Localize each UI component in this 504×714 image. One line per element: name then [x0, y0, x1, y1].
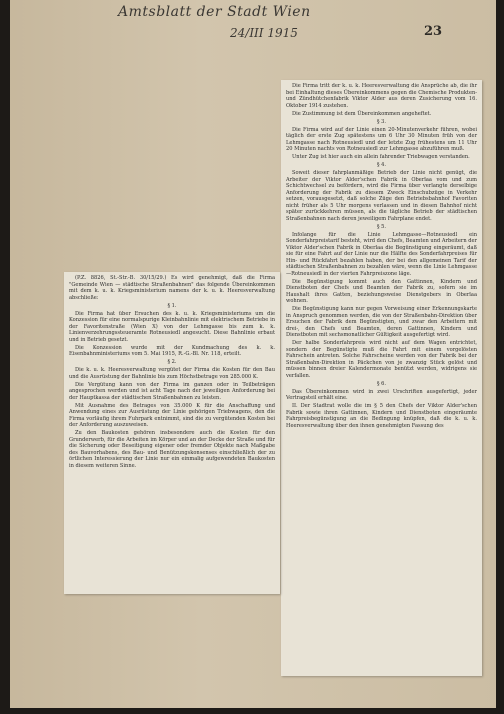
- newspaper-clipping-right: [281, 80, 482, 676]
- paragraph: Unter Zug ist hier auch ein allein fahrender Triebwagen verstanden.: [292, 154, 470, 160]
- paragraph: Die Firma wird auf der Linie einen 20-Minutenverkehr führen, wobei täglich der erste Zug spätestens um 6 Uhr 30 Minuten früh von der Lehmgasse nach Rotneusiedl und der letzte Zug frühestens um 11 Uhr 20 Minuten nachts von Rotneusiedl zur Lehmgasse abzuführen muß.: [286, 126, 477, 152]
- paragraph: Die Vergütung kann von der Firma im ganzen oder in Teilbeträgen angesprochen werden und ist acht Tage nach der jeweiligen Anforderung bei der Hauptkassa der städtischen Straßenbahnen zu leisten.: [69, 381, 275, 401]
- section-heading: § 2.: [167, 359, 177, 365]
- paragraph: Die Begünstigung kommt auch den Gattinnen, Kindern und Dienstboten der Chefs und Beamten der Fabrik zu, sofern sie im Haushalt ihres Gatten, beziehungsweise Dienstgebers in Oberlaa wohnen.: [286, 278, 477, 304]
- paragraph: Die Firma tritt der k. u. k. Heeresverwaltung die Ansprüche ab, die ihr bei Einhaltung dieses Übereinkommens gegen die Chemische Produkten- und Zündhütchenfabrik Viktor Alder aus deren Zusicherung vom 16. Oktober 1914 zustehen.: [286, 83, 477, 109]
- paragraph: Infolange für die Linie Lehmgasse—Rotneusiedl ein Sonderfahrpreistarif besteht, wird den Chefs, Beamten und Arbeitern der Viktor Alder'schen Fabrik in Oberlaa die Begünstigung eingeräumt, daß sie für eine Fahrt auf der Linie nur die Hälfte des Sonderfahrpreises für Hin- und Rückfahrt bezahlen haben, der bei den allgemeinen Tarif der städtischen Straßenbahnen zu bezahlen wäre, wenn die Linie Lehmgasse—Rotneusiedl in der vierten Fahrpreiszone läge.: [286, 231, 477, 277]
- paragraph: Das Übereinkommen wird in zwei Urschriften ausgefertigt, jeder Vertragsteil erhält eine.: [286, 388, 477, 401]
- handwritten-date: 24/III 1915: [230, 26, 298, 40]
- scan-border-bottom: [0, 708, 504, 714]
- section-heading: § 3.: [376, 118, 387, 125]
- section-heading: § 5.: [376, 223, 387, 230]
- section-heading: § 4.: [376, 162, 387, 168]
- paragraph: II. Der Stadtrat wolle die im § 5 den Chefs der Viktor Alder'schen Fabrik sowie ihren Gattinnen, Kindern und Dienstboten eingeräumte Fahrpreisbegünstigung an die Bedingung knüpfen, daß die k. u. k. Heeresverwaltung über den ihnen genehmigten Fassung des: [286, 403, 477, 429]
- page-number: 23: [424, 24, 443, 39]
- paragraph: Soweit dieser fahrplanmäßige Betrieb der Linie nicht genügt, die Arbeiter der Viktor Alder'schen Fabrik in Oberlaa vom und zum Schichtwechsel zu befördern, wird die Firma über verlangte derselbige Anforderung der Fabrik zu diesem Zweck Einschubzüge in Verkehr setzen, vorausgesetzt, daß solche Züge den Betriebsbahnhof Favoriten nicht früher als 5 Uhr morgens verlassen und in diesen Bahnhof nicht später zurückkehren müssen, als die tägliche Betrieb der städtischen Straßenbahnen nach deren jeweiligem Fahrplane endet.: [286, 170, 477, 222]
- paragraph: Die Konzession wurde mit der Kundmachung des k. k. Eisenbahnministeriums vom 5. Mai 1915, R.-G.-Bl. Nr. 118, erteilt.: [69, 344, 275, 357]
- paragraph: Die Begünstigung kann nur gegen Vorweisung einer Erkennungskarte in Anspruch genommen werden, die von der Straßenbahn-Direktion über Ersuchen der Fabrik dem Begünstigten, und zwar den Arbeitern mit drei-, den Chefs und Beamten, deren Gattinnen, Kindern und Dienstboten mit sechsmonatlicher Gültigkeit ausgefertigt wird.: [286, 306, 477, 338]
- section-heading: § 6.: [376, 380, 387, 387]
- section-heading: § 1.: [167, 302, 177, 309]
- paragraph: Die Zustimmung ist dem Übereinkommen angeheftet.: [292, 110, 432, 117]
- paragraph: (P.Z. 8826, St.-Str.-B. 30/15/29.) Es wird genehmigt, daß die Firma "Gemeinde Wien — städtische Straßenbahnen" das folgende Übereinkommen mit dem k. u. k. Kriegsministerium namens der k. u. k. Heeresverwaltung abschließe:: [69, 275, 275, 301]
- paragraph: Mit Ausnahme des Betrages von 35.000 K für die Anschaffung und Anwendung eines zur Ausrüstung der Linie gehörigen Triebwagens, den die Firma vorläufig ihrem Fuhrpark entnimmt, sind die zu vergütenden Kosten bei der Anforderung auszuweisen.: [69, 402, 275, 428]
- scan-border-left: [0, 0, 10, 714]
- paragraph: Der halbe Sonderfahrpreis wird nicht auf dem Wagen entrichtet, sondern der Begünstigte muß die Fahrt mit einem vorgelösten Fahrschein antreten. Solche Fahrscheine werden von der Fabrik bei der Straßenbahn-Direktion in Päckchen von je zwanzig Stück gelöst und müssen binnen dreier Kalendermonate benützt werden, widrigens sie verfallen.: [286, 340, 477, 379]
- paragraph: Die Firma hat über Ersuchen des k. u. k. Kriegsministeriums um die Konzession für eine normalspurige Kleinbahnlinie mit elektrischem Betriebe in der Favoritenstraße (Wien X) von der Lehmgasse bis zum k. k. Linienverzehrungssteueramte Rotneusiedl angesucht. Diese Bahnlinie erbaut und in Betrieb gesetzt.: [69, 310, 275, 343]
- handwritten-title: Amtsblatt der Stadt Wien: [118, 4, 311, 20]
- paragraph: Zu den Baukosten gehören insbesondere auch die Kosten für den Grunderwerb, für die Arbeiten im Körper und an der Decke der Straße und für die Sicherung oder Beseitigung eigener oder fremder Objekte nach Maßgabe des Bauvorhabens, des Bau- und Benützungskonsenses einschließlich der zu örtlichen Interessierung der Linie nur ein einmalig aufgewendeten Baukosten in diesem weiteren Sinne.: [69, 430, 275, 469]
- paragraph: Die k. u. k. Heeresverwaltung vergütet der Firma die Kosten für den Bau und die Ausrüstung der Bahnlinie bis zum Höchstbetrage von 285.000 K.: [69, 367, 275, 380]
- scan-border-right: [496, 0, 504, 714]
- newspaper-clipping-left: [64, 272, 280, 594]
